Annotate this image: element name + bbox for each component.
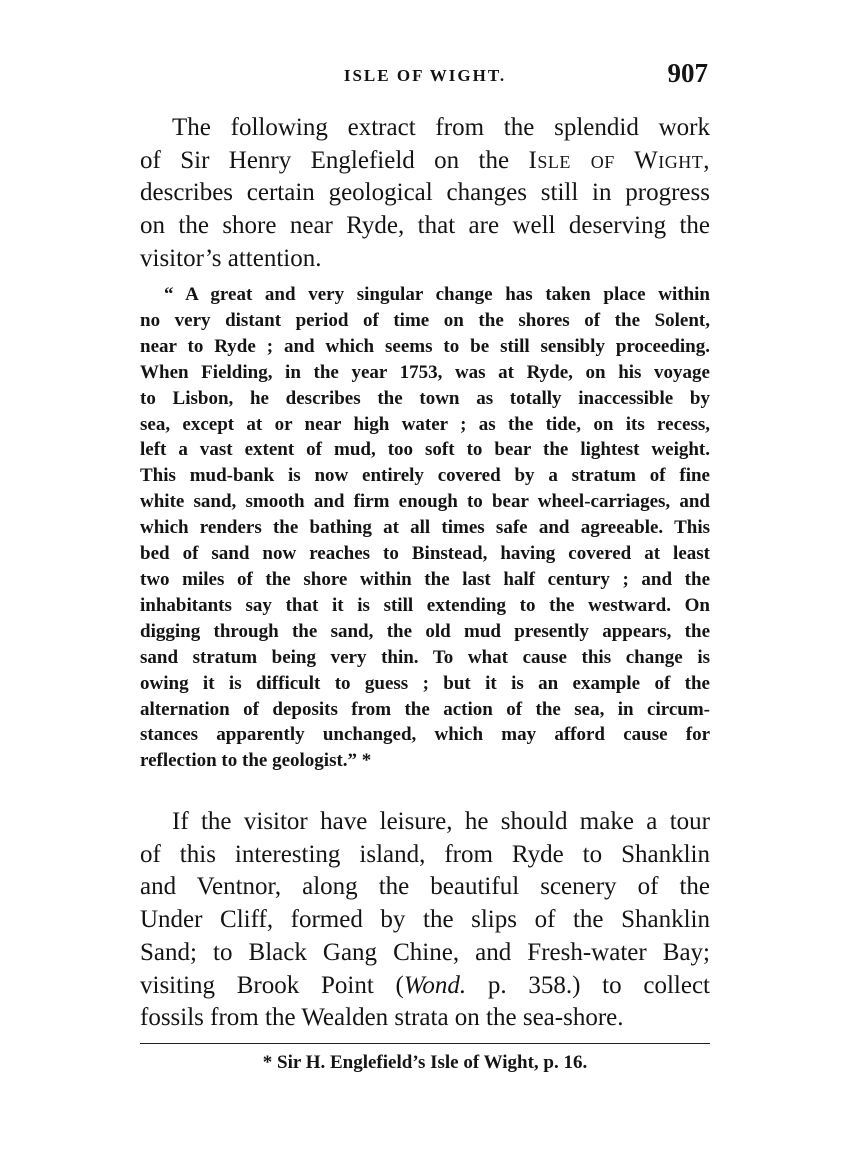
text-line: describes certain geological changes still in progress [140, 179, 710, 207]
text-line [140, 145, 710, 178]
quote-line: two miles of the shore within the last half century ; and the [140, 568, 710, 590]
footnote-rule [140, 1043, 710, 1044]
text-line-segment: visiting Brook Point ( [140, 971, 404, 999]
quote-line: sand stratum being very thin. To what cause this change is [140, 646, 710, 668]
quote-line: reflection to the geologist.” * [140, 750, 372, 772]
citation-italic: Wond. [403, 971, 467, 999]
quote-line: inhabitants say that it is still extending to the westward. On [140, 594, 710, 616]
text-line: Under Cliff, formed by the slips of the Shanklin [140, 906, 710, 934]
text-line: on the shore near Ryde, that are well deserving the [140, 212, 710, 240]
quote-line: no very distant period of time on the shores of the Solent, [140, 309, 710, 331]
quote-line: stances apparently unchanged, which may afford cause for [140, 724, 710, 746]
running-head [140, 58, 710, 94]
text-line: If the visitor have leisure, he should make a tour [172, 808, 710, 835]
quote-line: This mud-bank is now entirely covered by a stratum of fine [140, 465, 710, 487]
quote-line: sea, except at or near high water ; as the tide, on its recess, [140, 413, 710, 435]
quote-line: near to Ryde ; and which seems to be still sensibly proceeding. [140, 335, 710, 357]
quote-line: bed of sand now reaches to Binstead, having covered at least [140, 543, 710, 565]
quote-line: left a vast extent of mud, too soft to bear the lightest weight. [140, 439, 710, 461]
text-line: The following extract from the splendid work [172, 114, 710, 141]
quote-line: When Fielding, in the year 1753, was at Ryde, on his voyage [140, 361, 710, 383]
quote-line: to Lisbon, he describes the town as totally inaccessible by [140, 387, 710, 409]
text-line: Sand; to Black Gang Chine, and Fresh-water Bay; [140, 938, 710, 966]
quotation-block [140, 282, 710, 774]
page-number: 907 [667, 58, 708, 88]
quote-line: “ A great and very singular change has taken place within [164, 284, 710, 305]
quote-line: digging through the sand, the old mud presently appears, the [140, 620, 710, 642]
text-line: of this interesting island, from Ryde to Shanklin [140, 840, 710, 868]
small-caps-title: Isle of Wight, [528, 146, 710, 174]
intro-paragraph [140, 112, 710, 276]
text-line: fossils from the Wealden strata on the sea-shore. [140, 1004, 624, 1032]
text-line-segment: of Sir Henry Englefield on the [140, 146, 529, 174]
quote-line: which renders the bathing at all times safe and agreeable. This [140, 517, 710, 539]
citation-rest: p. 358.) to collect [466, 971, 710, 999]
tour-paragraph [140, 806, 710, 1035]
text-line: visitor’s attention. [140, 244, 322, 272]
footnote: * Sir H. Englefield’s Isle of Wight, p. 16. [262, 1052, 588, 1073]
quote-line: alternation of deposits from the action of the sea, in circum- [140, 698, 710, 720]
text-line: and Ventnor, along the beautiful scenery of the [140, 873, 710, 901]
running-title: ISLE OF WIGHT. [343, 66, 507, 85]
text-line [140, 970, 710, 1003]
quote-line: owing it is difficult to guess ; but it is an example of the [140, 672, 710, 694]
quote-line: white sand, smooth and firm enough to bear wheel-carriages, and [140, 491, 710, 513]
